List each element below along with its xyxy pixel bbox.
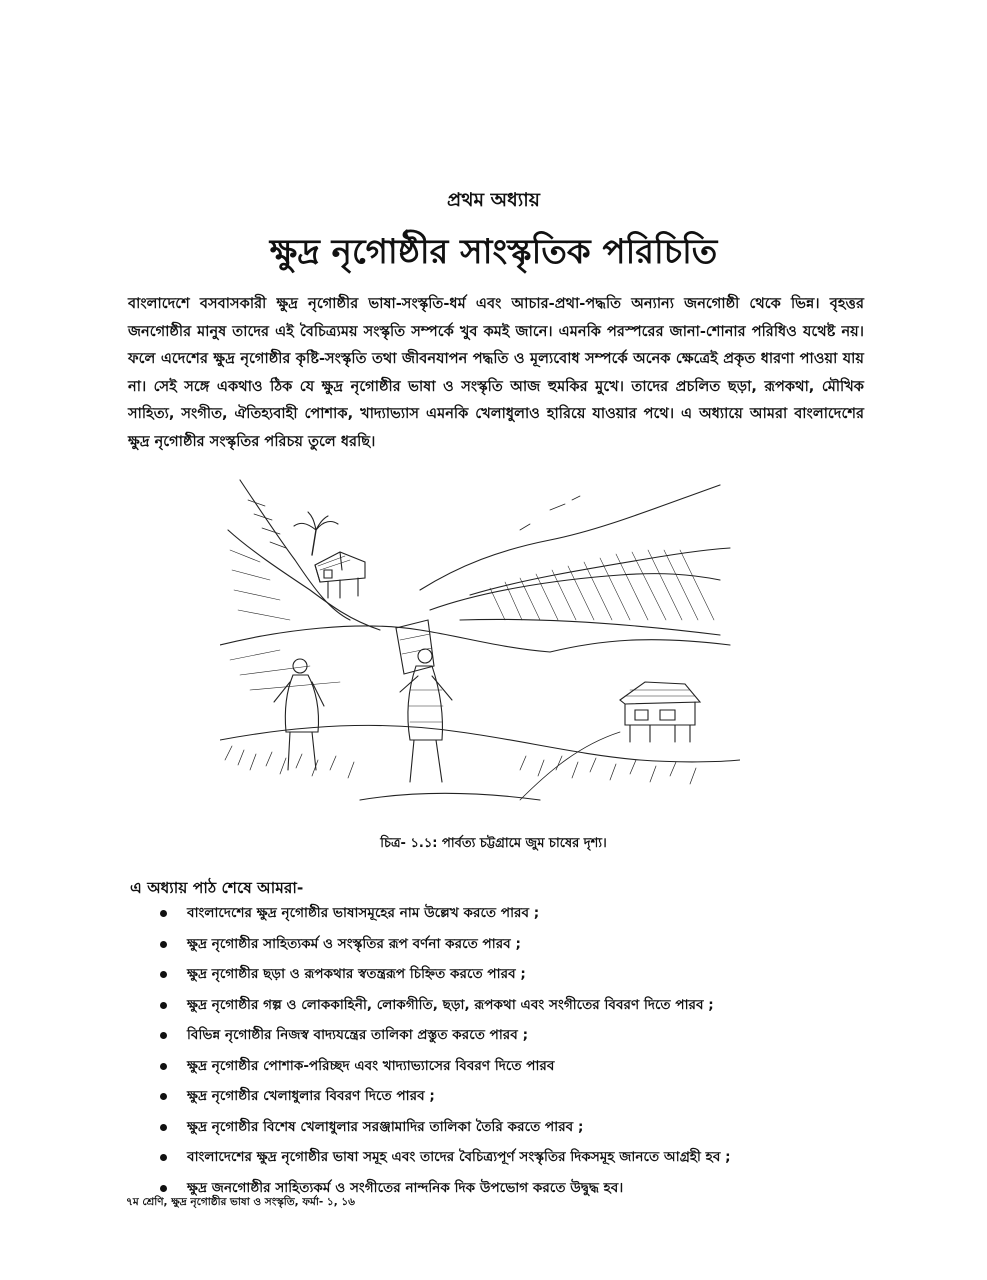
objective-text: ক্ষুদ্র নৃগোষ্ঠীর গল্প ও লোককাহিনী, লোকগীতি, ছড়া, রূপকথা এবং সংগীতের বিবরণ দিতে পারব ; — [187, 996, 714, 1013]
list-item — [160, 1051, 860, 1082]
list-item — [160, 1081, 860, 1112]
bullet-icon — [160, 1002, 167, 1009]
objective-text: বাংলাদেশের ক্ষুদ্র নৃগোষ্ঠীর ভাষাসমূহের নাম উল্লেখ করতে পারব ; — [187, 905, 540, 921]
objective-text: ক্ষুদ্র নৃগোষ্ঠীর সাহিত্যকর্ম ও সংস্কৃতির রূপ বর্ণনা করতে পারব ; — [187, 935, 521, 952]
bullet-icon — [160, 1154, 167, 1161]
list-item — [160, 929, 860, 960]
bullet-icon — [160, 1124, 167, 1131]
list-item — [160, 898, 860, 929]
bullet-icon — [160, 1185, 167, 1192]
bullet-icon — [160, 910, 167, 917]
objective-text: ক্ষুদ্র জনগোষ্ঠীর সাহিত্যকর্ম ও সংগীতের নান্দনিক দিক উপভোগ করতে উদ্বুদ্ধ হব। — [187, 1179, 624, 1196]
objective-text: বিভিন্ন নৃগোষ্ঠীর নিজস্ব বাদ্যযন্ত্রের তালিকা প্রস্তুত করতে পারব ; — [187, 1027, 529, 1043]
list-item — [160, 1112, 860, 1143]
bullet-icon — [160, 971, 167, 978]
objective-text: বাংলাদেশের ক্ষুদ্র নৃগোষ্ঠীর ভাষা সমূহ এবং তাদের বৈচিত্র্যপূর্ণ সংস্কৃতির দিকসমূহ জানতে আগ্রহী হব ; — [187, 1149, 731, 1165]
bullet-icon — [160, 1032, 167, 1039]
bullet-icon — [160, 1063, 167, 1070]
list-item — [160, 990, 860, 1021]
objective-text: ক্ষুদ্র নৃগোষ্ঠীর ছড়া ও রূপকথার স্বতন্ত্ররূপ চিহ্নিত করতে পারব ; — [187, 966, 526, 982]
list-item — [160, 959, 860, 990]
figure-caption: চিত্র- ১.১: পার্বত্য চট্টগ্রামে জুম চাষের দৃশ্য। — [380, 836, 607, 851]
objective-text: ক্ষুদ্র নৃগোষ্ঠীর পোশাক-পরিচ্ছদ এবং খাদ্যাভ্যাসের বিবরণ দিতে পারব — [187, 1057, 555, 1074]
bullet-icon — [160, 1093, 167, 1100]
objectives-heading: এ অধ্যায় পাঠ শেষে আমরা- — [130, 879, 304, 897]
objective-text: ক্ষুদ্র নৃগোষ্ঠীর খেলাধুলার বিবরণ দিতে পারব ; — [187, 1088, 435, 1104]
chapter-title: ক্ষুদ্র নৃগোষ্ঠীর সাংস্কৃতিক পরিচিতি — [269, 232, 718, 272]
intro-paragraph: বাংলাদেশে বসবাসকারী ক্ষুদ্র নৃগোষ্ঠীর ভাষা-সংস্কৃতি-ধর্ম এবং আচার-প্রথা-পদ্ধতি অন্যান্য জনগোষ্ঠী থেকে ভিন্ন। বৃহত্তর জনগোষ্ঠীর মানুষ তাদের এই বৈচিত্র্যময় সংস্কৃতি সম্পর্কে খুব কমই জানে। এমনকি পরস্পরের জানা-শোনার পরিধিও যথেষ্ট নয়। ফলে এদেশের ক্ষুদ্র নৃগোষ্ঠীর কৃষ্টি-সংস্কৃতি তথা জীবনযাপন পদ্ধতি ও মূল্যবোধ সম্পর্কে অনেক ক্ষেত্রেই প্রকৃত ধারণা পাওয়া যায় না। সেই সঙ্গে একথাও ঠিক যে ক্ষুদ্র নৃগোষ্ঠীর ভাষা ও সংস্কৃতি আজ হুমকির মুখে। তাদের প্রচলিত ছড়া, রূপকথা, মৌখিক সাহিত্য, সংগীত, ঐতিহ্যবাহী পোশাক, খাদ্যাভ্যাস এমনকি খেলাধুলাও হারিয়ে যাওয়ার পথে। এ অধ্যায়ে আমরা বাংলাদেশের ক্ষুদ্র নৃগোষ্ঠীর সংস্কৃতির পরিচয় তুলে ধরছি। — [128, 295, 864, 450]
list-item — [160, 1142, 860, 1173]
chapter-number: প্রথম অধ্যায় — [447, 189, 540, 211]
jhum-cultivation-illustration — [220, 470, 740, 806]
objective-text: ক্ষুদ্র নৃগোষ্ঠীর বিশেষ খেলাধুলার সরঞ্জামাদির তালিকা তৈরি করতে পারব ; — [187, 1118, 584, 1135]
bullet-icon — [160, 941, 167, 948]
list-item — [160, 1020, 860, 1051]
page-footer: ৭ম শ্রেণি, ক্ষুদ্র নৃগোষ্ঠীর ভাষা ও সংস্কৃতি, ফর্মা- ১, ১৬ — [126, 1196, 355, 1208]
objectives-list — [160, 898, 860, 1203]
